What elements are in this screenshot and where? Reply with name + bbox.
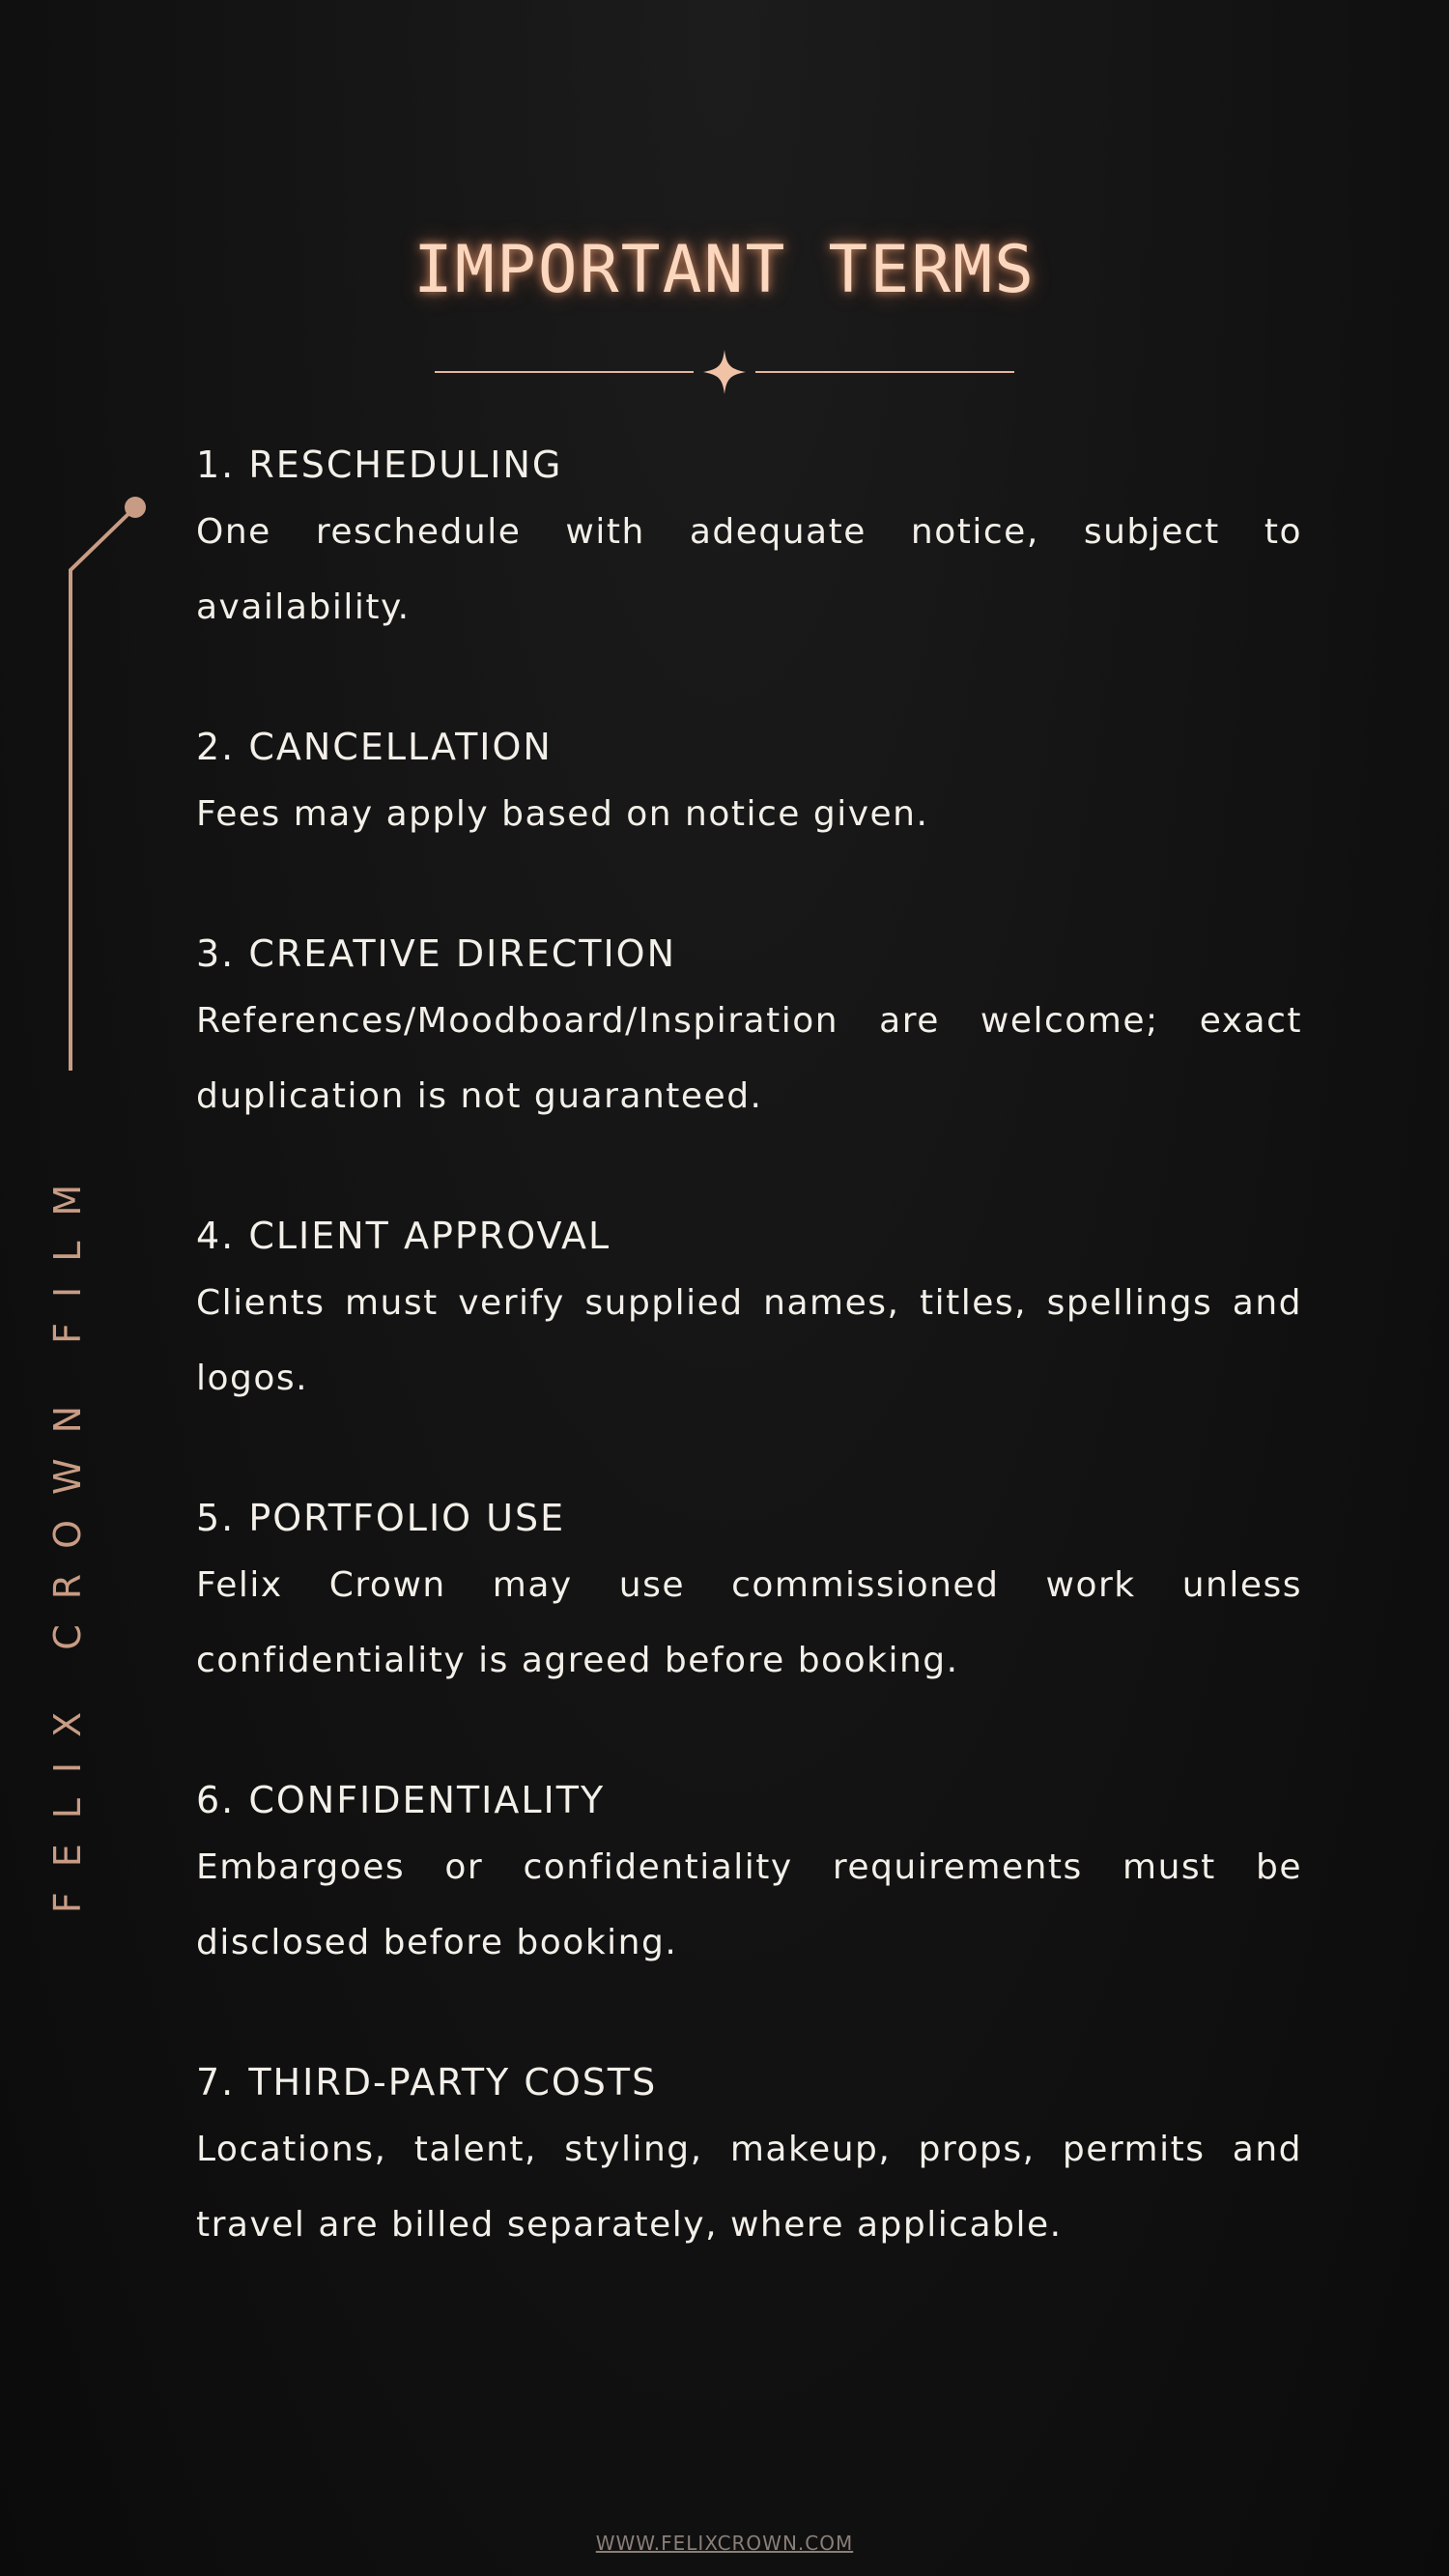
term-title: 7. THIRD-PARTY COSTS (196, 2061, 658, 2104)
website-link[interactable]: WWW.FELIXCROWN.COM (595, 2532, 854, 2555)
term-title: 1. RESCHEDULING (196, 444, 563, 486)
term-item (196, 435, 1302, 645)
term-item (196, 1488, 1302, 1699)
term-item (196, 1770, 1302, 1981)
page-title: IMPORTANT TERMS (412, 232, 1037, 308)
term-body: Fees may apply based on notice given. (196, 794, 929, 834)
term-title: 5. PORTFOLIO USE (196, 1497, 566, 1539)
term-body: Embargoes or confidentiality requirements must be disclosed before booking. (196, 1847, 1302, 1962)
sparkle-divider-icon (435, 348, 1014, 396)
term-body: References/Moodboard/Inspiration are welcome; exact duplication is not guaranteed. (196, 1001, 1302, 1116)
term-item (196, 717, 1302, 852)
term-title: 2. CANCELLATION (196, 726, 553, 768)
term-body: One reschedule with adequate notice, subject to availability. (196, 512, 1302, 627)
term-body: Clients must verify supplied names, titles, spellings and logos. (196, 1283, 1302, 1398)
term-item (196, 1206, 1302, 1417)
term-title: 4. CLIENT APPROVAL (196, 1215, 611, 1257)
term-title: 6. CONFIDENTIALITY (196, 1779, 606, 1821)
term-body: Locations, talent, styling, makeup, props, permits and travel are billed separately, where applicable. (196, 2130, 1302, 2245)
term-item (196, 924, 1302, 1134)
term-body: Felix Crown may use commissioned work unless confidentiality is agreed before booking. (196, 1565, 1302, 1680)
terms-list (196, 435, 1302, 2334)
side-line-ornament-icon (53, 483, 159, 1082)
term-item (196, 2052, 1302, 2263)
term-title: 3. CREATIVE DIRECTION (196, 932, 676, 975)
brand-vertical-label: FELIX CROWN FILM (46, 1159, 89, 1914)
